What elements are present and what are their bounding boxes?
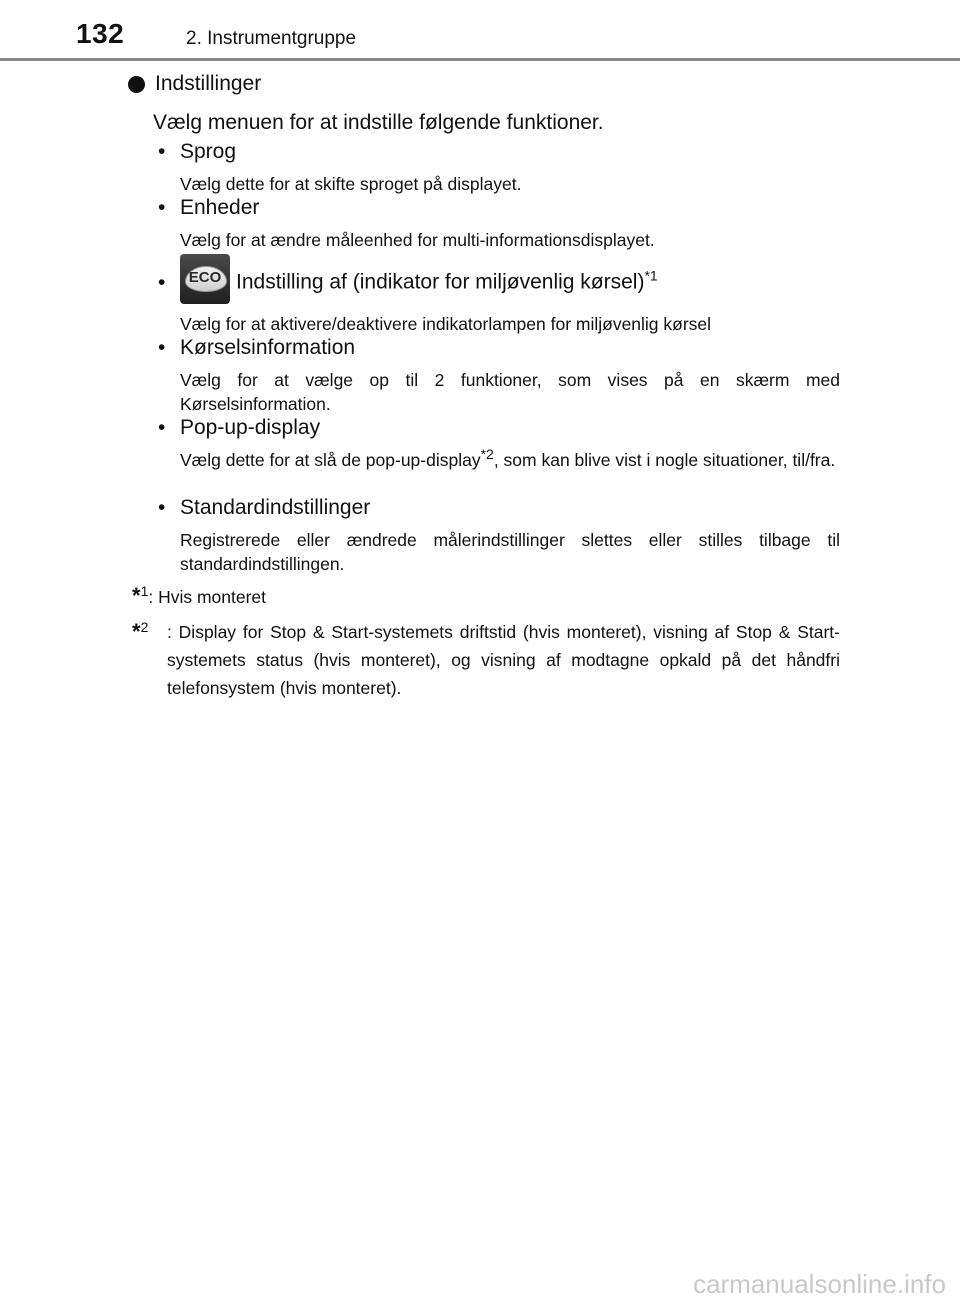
chapter-title: 2. Instrumentgruppe — [186, 28, 357, 49]
eco-icon-label: ECO — [188, 269, 222, 286]
item-title-text: Indstilling af (indikator for miljøvenlig kørsel) — [236, 270, 645, 294]
footnote-mark: *2 — [480, 446, 494, 463]
footnote-number: 2 — [140, 619, 149, 636]
list-item-description: Registrerede eller ændrede målerindstillinger slettes eller stilles tilbage til standardindstillingen. — [180, 530, 840, 574]
eco-indicator-icon — [180, 254, 230, 304]
footnote-1 — [132, 582, 266, 611]
list-item-title — [158, 336, 355, 360]
item-title-text: Enheder — [180, 196, 260, 219]
footnote-star: * — [132, 583, 141, 608]
bullet-dot: • — [158, 416, 166, 439]
item-title-text: Pop-up-display — [180, 416, 321, 439]
list-item-title — [158, 140, 236, 164]
page-number: 132 — [76, 18, 125, 49]
bullet-dot: • — [158, 196, 166, 219]
list-item-description: Vælg for at vælge op til 2 funktioner, som vises på en skærm med Kørselsinformation. — [180, 370, 840, 414]
page-header — [0, 0, 960, 62]
description-text: , som kan blive vist i nogle situationer, til/fra. — [493, 450, 836, 470]
filled-circle-bullet-icon — [128, 76, 145, 93]
footnote-text: : Hvis monteret — [148, 587, 267, 607]
item-title-text: Sprog — [180, 140, 237, 163]
bullet-dot: • — [158, 336, 166, 359]
footnote-number: 1 — [140, 583, 149, 600]
watermark: carmanualsonline.info — [693, 1269, 946, 1299]
footnote-star: * — [132, 619, 141, 644]
section-heading — [128, 72, 261, 96]
footnote-2-marker — [132, 618, 148, 647]
list-item-description: Vælg dette for at skifte sproget på displayet. — [180, 174, 522, 194]
list-item-title — [158, 262, 658, 304]
footnote-mark: *1 — [644, 267, 658, 284]
bullet-dot: • — [158, 270, 166, 294]
section-heading-text: Indstillinger — [155, 72, 262, 95]
item-title-text: Kørselsinformation — [180, 336, 356, 359]
header-divider — [0, 58, 960, 61]
item-title-text: Standardindstillinger — [180, 496, 371, 519]
list-item-title — [158, 196, 259, 220]
bullet-dot: • — [158, 140, 166, 163]
list-item-description: Vælg for at ændre måleenhed for multi-informationsdisplayet. — [180, 230, 655, 250]
description-text: Vælg dette for at slå de pop-up-display — [180, 450, 481, 470]
list-item-title — [158, 496, 370, 520]
footnote-2-text: : Display for Stop & Start-systemets driftstid (hvis monteret), visning af Stop & Start-systemets status (hvis monteret), og visning af modtagne opkald på det håndfri telefonsystem (hvis monteret). — [167, 622, 840, 698]
list-item-description: Vælg for at aktivere/deaktivere indikatorlampen for miljøvenlig kørsel — [180, 314, 712, 334]
list-item-title — [158, 416, 320, 440]
bullet-dot: • — [158, 496, 166, 519]
list-item-description — [180, 448, 840, 472]
section-intro: Vælg menuen for at indstille følgende funktioner. — [153, 111, 604, 134]
